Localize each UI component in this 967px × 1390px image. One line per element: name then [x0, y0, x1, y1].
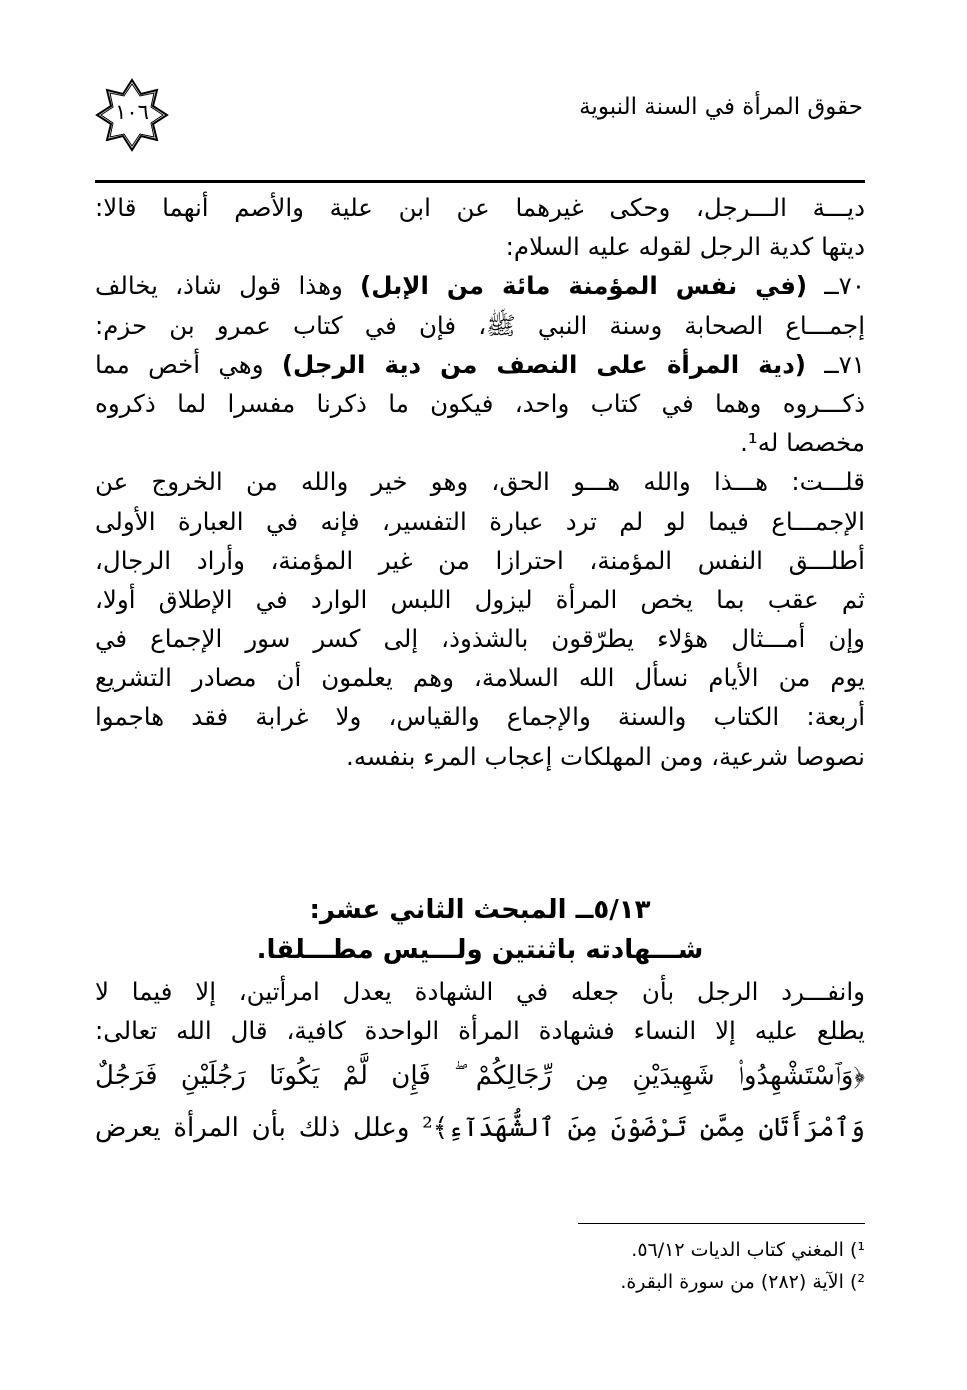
text-line: أطلـــق النفس المؤمنة، احترازا من غير المؤمنة، وأراد الرجال،: [95, 545, 865, 575]
text-line: وانفـــرد الرجل بأن جعله في الشهادة يعدل امرأتين، إلا فيما لا: [95, 977, 865, 1006]
text-line: الإجمـــاع فيما لو لم ترد عبارة التفسير، فإنه في العبارة الأولى: [95, 506, 865, 536]
section-heading: [95, 890, 865, 970]
footnote: ²) الآية (٢٨٢) من سورة البقرة.: [620, 1271, 865, 1293]
page-number-badge: [95, 78, 169, 152]
text-line: مخصصا له¹.: [740, 428, 865, 458]
text-line: وإن أمـــثال هؤلاء يطرّقون بالشذوذ، إلى كسر سور الإجماع في: [95, 624, 865, 654]
section-text: [95, 972, 865, 1154]
running-title: حقوق المرأة في السنة النبوية: [579, 94, 863, 120]
text-line: قلـــت: هـــذا والله هـــو الحق، وهو خير والله من الخروج عن: [95, 467, 865, 497]
text-line: يطلع عليه إلا النساء فشهادة المرأة الواحدة كافية، قال الله تعالى:: [95, 1016, 865, 1046]
page-number: ١٠٦: [115, 100, 149, 124]
text-line: يوم من الأيام نسأل الله السلامة، وهم يعلمون أن مصادر التشريع: [95, 663, 865, 693]
footnote-divider: [578, 1223, 865, 1224]
text-line: ذكـــروه وهما في كتاب واحد، فيكون ما ذكرنا مفسرا لما ذكروه: [95, 388, 865, 418]
footnotes: [95, 1234, 865, 1298]
page-header: [95, 78, 865, 178]
text-line: نصوصا شرعية، ومن المهلكات إعجاب المرء بنفسه.: [346, 741, 865, 771]
text-line: ٧١ــ (دية المرأة على النصف من دية الرجل) وهي أخص مما: [95, 349, 865, 379]
text-line: ديـــة الـــرجل، وحكى غيرهما عن ابن علية والأصم أنهما قالا:: [95, 193, 865, 222]
text-line: أربعة: الكتاب والسنة والإجماع والقياس، ولا غرابة فقد هاجموا: [95, 702, 865, 732]
text-line: ٧٠ــ (في نفس المؤمنة مائة من الإبل) وهذا قول شاذ، يخالف: [95, 271, 865, 301]
main-text: [95, 188, 865, 776]
section-title: ٥/١٣ــ المبحث الثاني عشر:: [309, 895, 651, 925]
hadith-quote: (دية المرأة على النصف من دية الرجل): [281, 349, 806, 379]
text-line: إجمـــاع الصحابة وسنة النبي ﷺ، فإن في كتاب عمرو بن حزم:: [95, 310, 865, 340]
text-line: ديتها كدية الرجل لقوله عليه السلام:: [505, 232, 865, 262]
header-divider: [95, 180, 865, 183]
quran-verse-line: وَٱمْرَأَتَانِ مِمَّن تَرْضَوْنَ مِنَ ٱلشُّهَدَآءِ﴾² وعلل ذلك بأن المرأة يعرض: [95, 1113, 866, 1144]
section-subtitle: شـــهادته باثنتين ولـــيس مطـــلقا.: [256, 935, 704, 965]
text-line: ثم عقب بما يخص المرأة ليزول اللبس الوارد في الإطلاق أولا،: [95, 584, 865, 614]
hadith-quote: (في نفس المؤمنة مائة من الإبل): [360, 271, 808, 301]
footnote: ¹) المغني كتاب الديات ٥٦/١٢.: [631, 1239, 865, 1261]
quran-verse-line: ﴿وَٱسْتَشْهِدُوا۟ شَهِيدَيْنِ مِن رِّجَالِكُمْ ۖ فَإِن لَّمْ يَكُونَا رَجُلَيْنِ فَرَجُلٌ: [95, 1061, 865, 1092]
